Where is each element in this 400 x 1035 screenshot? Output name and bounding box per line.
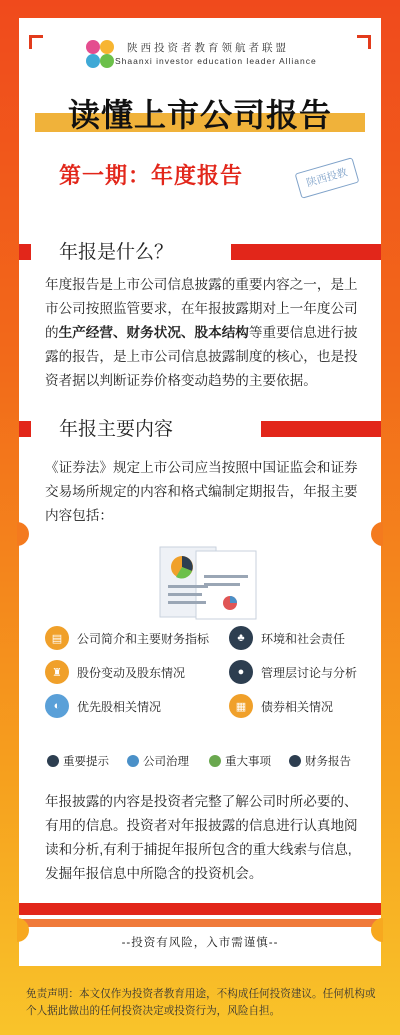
feature-label: 优先股相关情况	[77, 699, 162, 714]
content-card	[19, 18, 381, 966]
section-title: 年报主要内容	[59, 419, 174, 440]
page-title: 读懂上市公司报告	[67, 97, 332, 133]
tags-row	[47, 753, 377, 771]
text: 年度报告是上市公司信息披露的重要内容之一，是上市公司按照监管要求，在年报披露期对上一年度公司的	[45, 277, 358, 340]
tag-dot-icon	[127, 755, 139, 767]
section1-paragraph	[45, 273, 365, 393]
company-profile-icon: ▤	[45, 626, 69, 650]
heading-marker	[19, 244, 31, 260]
risk-warning: --投资有风险，入市需谨慎--	[121, 937, 279, 949]
discussion-icon: ●	[229, 660, 253, 684]
bold-text: 生产经营、财务状况、股本结构	[58, 325, 249, 340]
text: 等重要信息进行披露的报告，是上市公司信息披露制度的核心，也是投资者据以判断证券价格变动趋势的主要依据。	[45, 325, 358, 388]
bond-icon: ▦	[229, 694, 253, 718]
feature-label: 管理层讨论与分析	[261, 665, 358, 680]
divider-bars	[19, 903, 381, 933]
org-name-cn: 陕西投资者教育领航者联盟	[127, 42, 289, 54]
tag-label: 重大事项	[225, 756, 271, 768]
org-name-en: Shaanxi investor education leader Alliance	[115, 56, 317, 66]
section2-intro: 《证券法》规定上市公司应当按照中国证监会和证券交易场所规定的内容和格式编制定期报告，年报主要内容包括：	[45, 460, 358, 523]
heading-marker	[19, 421, 31, 437]
feature-item	[229, 693, 333, 719]
title-block	[35, 96, 365, 132]
tag-item	[127, 753, 189, 769]
preferred-stock-icon: ◐	[45, 694, 69, 718]
heading-bar	[231, 244, 381, 260]
feature-item	[45, 659, 185, 685]
environment-icon: ♣	[229, 626, 253, 650]
tag-item	[289, 753, 351, 769]
tag-dot-icon	[47, 755, 59, 767]
section-heading-what	[19, 232, 381, 268]
corner-mark	[357, 35, 371, 49]
tag-label: 公司治理	[143, 756, 189, 768]
shareholder-icon: ♜	[45, 660, 69, 684]
tag-item	[47, 753, 109, 769]
disclaimer: 免责声明：本文仅作为投资者教育用途，不构成任何投资建议。任何机构或个人据此做出的任何投资决定或投资行为，风险自担。	[26, 988, 376, 1017]
page-subtitle: 第一期：年度报告	[59, 163, 244, 188]
feature-label: 股份变动及股东情况	[77, 665, 186, 680]
section-heading-contents	[19, 409, 381, 445]
feature-label: 公司简介和主要财务指标	[77, 631, 210, 646]
tag-dot-icon	[289, 755, 301, 767]
heading-bar	[261, 421, 381, 437]
tag-item	[209, 753, 271, 769]
tag-label: 重要提示	[63, 756, 109, 768]
section-title: 年报是什么？	[59, 242, 174, 263]
stamp: 陕西投教	[295, 157, 360, 199]
conclusion-paragraph: 年报披露的内容是投资者完整了解公司时所必要的、有用的信息。投资者对年报披露的信息进行认真地阅读和分析,有利于捕捉年报所包含的重大线索与信息,发掘年报信息中所隐含的投资机会。	[45, 794, 358, 881]
tag-label: 财务报告	[305, 756, 351, 768]
feature-item	[45, 625, 209, 651]
feature-label: 环境和社会责任	[261, 631, 346, 646]
divider	[19, 919, 381, 927]
feature-item	[229, 659, 357, 685]
alliance-logo-icon	[83, 37, 117, 71]
divider	[19, 903, 381, 915]
feature-item	[229, 625, 345, 651]
feature-label: 债券相关情况	[261, 699, 334, 714]
feature-item	[45, 693, 161, 719]
tag-dot-icon	[209, 755, 221, 767]
corner-mark	[29, 35, 43, 49]
report-illustration-icon	[154, 541, 264, 623]
